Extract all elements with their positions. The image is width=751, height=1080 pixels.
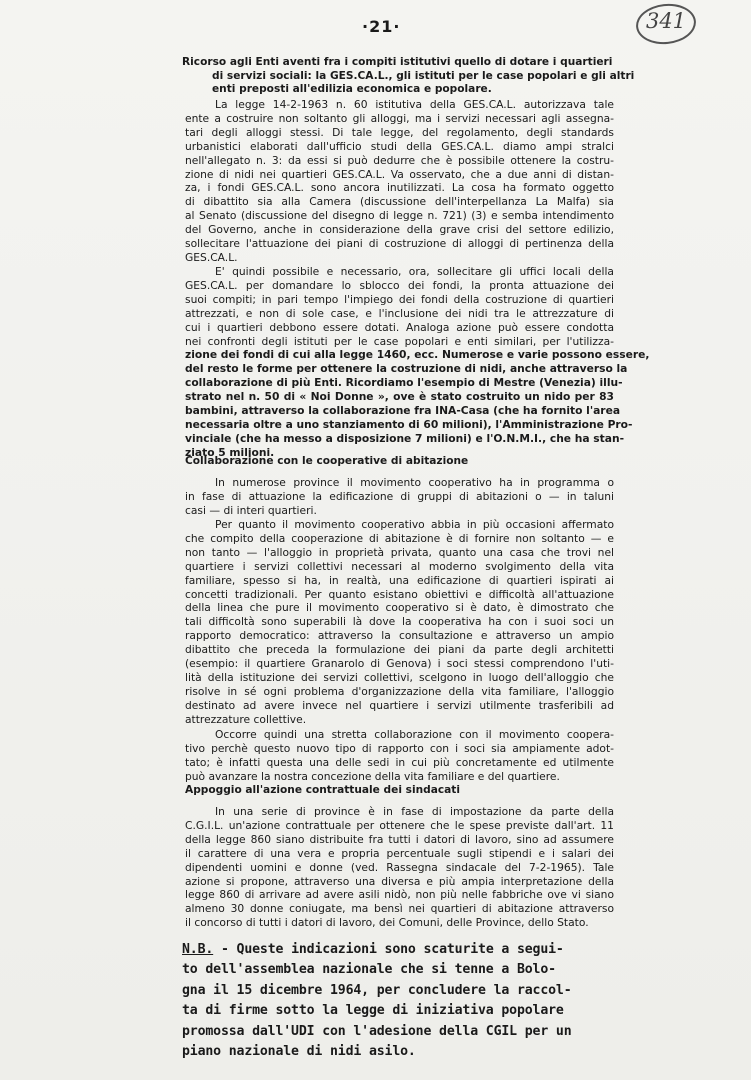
text-line: La legge 14-2-1963 n. 60 istitutiva della GES.CA.L. autorizzava tale <box>215 98 614 111</box>
text-line: nei confronti degli istituti per le case popolari e enti similari, per l'utilizza- <box>185 334 614 348</box>
text-line: casi — di interi quartieri. <box>185 503 317 517</box>
paragraph-gescal-law <box>185 98 614 265</box>
text-line: il concorso di tutti i datori di lavoro, dei Comuni, delle Province, dello Stato. <box>185 916 589 930</box>
text-line: può avanzare la nostra concezione della vita familiare e del quartiere. <box>185 769 560 783</box>
text-line: risolve in sé ogni problema d'organizzazione della vita familiare, l'alloggio <box>185 684 614 698</box>
text-line: In una serie di province è in fase di impostazione da parte della <box>215 805 614 818</box>
nb-line: promossa dall'UDI con l'adesione della CGIL per un <box>182 1023 572 1039</box>
text-line: vinciale (che ha messo a disposizione 7 milioni) e l'O.N.M.I., che ha stan- <box>185 431 625 445</box>
paragraph-gescal-action <box>185 265 650 460</box>
text-line: Per quanto il movimento cooperativo abbia in più occasioni affermato <box>215 518 614 531</box>
text-line: dipendenti uomini e donne (ved. Rassegna sindacale del 7-2-1965). Tale <box>185 860 614 874</box>
section-heading-sindacati: Appoggio all'azione contrattuale dei sindacati <box>185 784 460 796</box>
heading-line: Ricorso agli Enti aventi fra i compiti istitutivi quello di dotare i quartieri <box>182 56 613 68</box>
text-line: ente a costruire non soltanto gli alloggi, ma i servizi necessari agli assegna- <box>185 111 614 125</box>
text-line: zione di nidi nei quartieri GES.CA.L. Va osservato, che a due anni di distan- <box>185 167 614 181</box>
text-line: destinato ad avere invece nel quartiere i servizi utilmente trasferibili ad <box>185 698 614 712</box>
text-line: familiare, spesso si ha, in realtà, una edificazione di quartieri ispirati ai <box>185 573 614 587</box>
paragraph-cooperative-body <box>185 518 614 727</box>
text-line: del Governo, anche in considerazione della grave crisi del settore edilizio, <box>185 223 614 237</box>
nb-line: piano nazionale di nidi asilo. <box>182 1044 416 1060</box>
nb-line: ta di firme sotto la legge di iniziativa popolare <box>182 1003 564 1019</box>
text-line: E' quindi possibile e necessario, ora, sollecitare gli uffici locali della <box>215 265 614 278</box>
nb-line-text: - Queste indicazioni sono scaturite a segui- <box>220 942 564 957</box>
nb-line: to dell'assemblea nazionale che si tenne a Bolo- <box>182 962 556 978</box>
text-line: lità della istituzione dei servizi collettivi, scelgono in luogo dell'alloggio che <box>185 670 614 684</box>
text-line: cui i quartieri debbono essere dotati. Analoga azione può essere condotta <box>185 320 614 334</box>
text-line: nell'allegato n. 3: da essi si può dedurre che è possibile ottenere la costru- <box>185 153 614 167</box>
nb-line: gna il 15 dicembre 1964, per concludere la raccol- <box>182 982 572 998</box>
section-heading-enti <box>182 56 635 97</box>
nb-line <box>182 940 612 960</box>
nb-note <box>182 940 612 1062</box>
text-line: strato nel n. 50 di « Noi Donne », ove è stato costruito un nido per 83 <box>185 390 614 404</box>
text-line: bambini, attraverso la collaborazione fra INA-Casa (che ha fornito l'area <box>185 404 621 418</box>
text-line: zione dei fondi di cui alla legge 1460, ecc. Numerose e varie possono essere, <box>185 348 650 362</box>
text-line: attrezzature collettive. <box>185 712 307 726</box>
text-line: In numerose province il movimento cooperativo ha in programma o <box>215 476 614 489</box>
text-line: al Senato (discussione del disegno di legge n. 721) (3) e semba intendimento <box>185 209 614 223</box>
text-line: (esempio: il quartiere Granarolo di Genova) i soci stessi comprendono l'uti- <box>185 657 614 671</box>
text-line: legge 860 di arrivare ad avere asili nidò, non più nelle fabbriche ove vi siano <box>185 888 614 902</box>
text-line: della legge 860 siano distribuite fra tutti i datori di lavoro, sino ad assumere <box>185 832 614 846</box>
text-line: rapporto democratico: attraverso la consultazione e attraverso un ampio <box>185 629 614 643</box>
text-line: in fase di attuazione la edificazione di gruppi di abitazioni o — in taluni <box>185 489 614 503</box>
text-line: azione si propone, attraverso una diversa e più ampia interpretazione della <box>185 874 614 888</box>
text-line: di dibattito sia alla Camera (discussione dell'interpellanza La Malfa) sia <box>185 195 614 209</box>
text-line: GES.CA.L. per domandare lo sblocco dei fondi, la pronta attuazione dei <box>185 278 614 292</box>
text-line: il carattere di una vera e propria percentuale sugli stipendi e i salari dei <box>185 846 614 860</box>
text-line: tivo perchè questo nuovo tipo di rapporto con i soci sia ampiamente adot- <box>185 741 614 755</box>
section-heading-cooperative: Collaborazione con le cooperative di abitazione <box>185 455 469 467</box>
text-line: collaborazione di più Enti. Ricordiamo l'esempio di Mestre (Venezia) illu- <box>185 376 623 390</box>
text-line: Occorre quindi una stretta collaborazione con il movimento coopera- <box>215 728 614 741</box>
paragraph-cooperative-intro <box>185 476 614 518</box>
text-line: sollecitare l'attuazione dei piani di costruzione di alloggi di pertinenza della <box>185 237 614 251</box>
text-line: za, i fondi GES.CA.L. sono ancora inutilizzati. La cosa ha formato oggetto <box>185 181 614 195</box>
text-line: che compito della cooperazione di abitazione è di fornire non soltanto — e <box>185 531 614 545</box>
page-number: ·21· <box>362 17 401 36</box>
heading-line: enti preposti all'edilizia economica e popolare. <box>212 83 492 96</box>
archive-stamp <box>636 4 696 44</box>
text-line: del resto le forme per ottenere la costruzione di nidi, anche attraverso la <box>185 362 628 376</box>
heading-line: di servizi sociali: la GES.CA.L., gli istituti per le case popolari e gli altri <box>212 69 635 82</box>
text-line: GES.CA.L. <box>185 250 238 264</box>
text-line: tato; è infatti questa una delle sedi in cui più concretamente ed utilmente <box>185 755 614 769</box>
text-line: necessaria oltre a uno stanziamento di 60 milioni), l'Amministrazione Pro- <box>185 417 633 431</box>
paragraph-sindacati <box>185 805 614 930</box>
text-line: C.G.I.L. un'azione contrattuale per ottenere che le spese previste dall'art. 11 <box>185 818 614 832</box>
text-line: urbanistici elaborati dall'ufficio studi della GES.CA.L. diamo ampi stralci <box>185 139 614 153</box>
text-line: tari degli alloggi stessi. Di tale legge, del regolamento, degli standards <box>185 125 614 139</box>
nb-label: N.B. <box>182 942 214 957</box>
text-line: della linea che pure il movimento cooperativo si è dato, è dimostrato che <box>185 601 614 615</box>
text-line: non tanto — l'alloggio in proprietà privata, quanto una casa che trovi nel <box>185 545 614 559</box>
stamp-number: 341 <box>645 9 687 33</box>
paragraph-cooperative-conclusion <box>185 728 614 784</box>
text-line: ziato 5 milioni. <box>185 445 275 459</box>
text-line: suoi compiti; in pari tempo l'impiego dei fondi della costruzione di quartieri <box>185 292 614 306</box>
text-line: attrezzati, e non di sole case, e l'inclusione dei nidi tra le attrezzature di <box>185 306 614 320</box>
text-line: dibattito che preceda la formulazione dei piani da parte degli architetti <box>185 643 614 657</box>
text-line: tali difficoltà sono superabili là dove la cooperativa ha con i suoi soci un <box>185 615 614 629</box>
text-line: concetti tradizionali. Per quanto esistano obiettivi e difficoltà all'attuazione <box>185 587 614 601</box>
text-line: quartiere i servizi collettivi necessari al moderno svolgimento della vita <box>185 559 614 573</box>
text-line: almeno 30 donne coniugate, ma bensì nei quartieri di abitazione attraverso <box>185 902 614 916</box>
